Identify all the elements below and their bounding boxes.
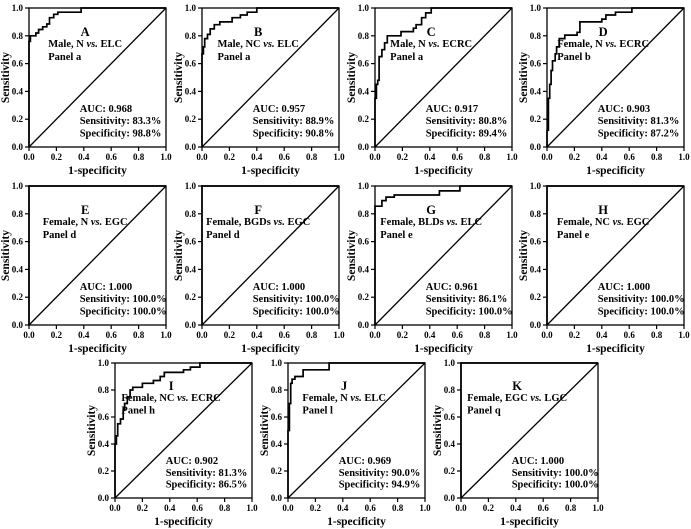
y-tick-label: 0.6: [97, 412, 109, 422]
y-tick-label: 0.2: [443, 466, 455, 476]
panel-letter: J: [341, 379, 348, 393]
y-axis-label: Sensitivity: [0, 51, 12, 104]
x-tick-label: 0.0: [369, 152, 381, 162]
panel-letter: A: [80, 24, 90, 39]
stat-line: AUC: 1.000: [79, 281, 133, 293]
y-tick-label: 0.0: [357, 320, 369, 330]
y-tick-label: 0.0: [184, 320, 196, 330]
x-axis-label: 1-specificity: [500, 516, 559, 528]
y-tick-label: 0.0: [443, 493, 455, 503]
y-axis-label: Sensitivity: [518, 51, 530, 104]
y-tick-label: 1.0: [11, 181, 23, 191]
x-tick-label: 0.2: [309, 503, 322, 513]
y-axis-label: Sensitivity: [259, 404, 271, 457]
y-tick-label: 0.8: [11, 208, 23, 219]
x-tick-label: 0.6: [537, 503, 549, 513]
x-tick-label: 0.8: [132, 330, 145, 340]
y-tick-label: 0.8: [184, 208, 196, 219]
panel-letter: I: [168, 379, 174, 393]
stat-line: Sensitivity: 100.0%: [79, 294, 167, 306]
x-tick-label: 0.8: [478, 330, 491, 340]
y-tick-label: 0.2: [11, 114, 23, 125]
x-tick-label: 1.0: [678, 330, 690, 340]
panel-C: [346, 0, 519, 178]
y-axis-label: Sensitivity: [0, 229, 12, 282]
x-tick-label: 0.0: [541, 330, 553, 340]
y-tick-label: 1.0: [97, 358, 109, 368]
y-tick-label: 1.0: [443, 358, 455, 368]
x-tick-label: 0.8: [564, 503, 577, 513]
y-tick-label: 0.4: [97, 439, 109, 449]
x-tick-label: 0.6: [105, 330, 117, 340]
y-tick-label: 0.2: [357, 292, 369, 303]
x-tick-label: 1.0: [333, 152, 345, 162]
y-axis-label: Sensitivity: [346, 229, 358, 282]
panel-sublabel: Panel q: [467, 405, 501, 417]
panel-sublabel: Panel b: [557, 52, 591, 64]
x-tick-label: 0.0: [282, 503, 294, 513]
x-tick-label: 0.8: [305, 152, 318, 162]
stat-line: Sensitivity: 100.0%: [252, 294, 340, 306]
x-tick-label: 0.6: [191, 503, 203, 513]
x-tick-label: 0.6: [451, 152, 463, 162]
x-axis-label: 1-specificity: [414, 165, 473, 177]
stat-line: Specificity: 100.0%: [252, 306, 340, 318]
y-tick-label: 0.4: [184, 264, 196, 275]
y-tick-label: 0.4: [270, 439, 282, 449]
panel-H: [518, 178, 691, 356]
x-tick-label: 0.6: [623, 330, 635, 340]
panel-E: [0, 178, 173, 356]
y-tick-label: 0.8: [357, 208, 369, 219]
y-tick-label: 0.0: [270, 493, 282, 503]
y-tick-label: 1.0: [270, 358, 282, 368]
x-tick-label: 1.0: [160, 330, 172, 340]
x-tick-label: 0.2: [50, 330, 63, 340]
x-axis-label: 1-specificity: [414, 343, 473, 355]
y-tick-label: 0.8: [11, 30, 23, 41]
y-tick-label: 0.2: [97, 466, 109, 476]
stat-line: AUC: 1.000: [597, 281, 651, 293]
panel-sublabel: Panel a: [217, 52, 251, 64]
panel-letter: B: [253, 24, 263, 39]
x-tick-label: 1.0: [506, 152, 518, 162]
panel-letter: F: [254, 202, 262, 217]
y-tick-label: 0.8: [270, 385, 282, 395]
stat-line: AUC: 0.957: [252, 103, 306, 115]
x-tick-label: 0.4: [424, 152, 436, 162]
y-tick-label: 0.4: [357, 86, 369, 97]
x-tick-label: 0.4: [251, 152, 263, 162]
x-tick-label: 1.0: [592, 503, 604, 513]
x-tick-label: 0.0: [196, 152, 208, 162]
panel-B: [173, 0, 346, 178]
group-label: Male, N vs. ELC: [48, 38, 123, 50]
panel-letter: H: [598, 202, 609, 217]
group-label: Female, BGDs vs. EGC: [206, 216, 311, 228]
group-label: Male, NC vs. ELC: [217, 38, 299, 50]
x-tick-label: 0.8: [218, 503, 231, 513]
y-tick-label: 0.6: [184, 236, 196, 247]
x-tick-label: 0.0: [23, 152, 35, 162]
y-tick-label: 0.6: [443, 412, 455, 422]
y-tick-label: 0.0: [97, 493, 109, 503]
stat-line: Specificity: 90.8%: [252, 128, 335, 140]
y-tick-label: 0.2: [184, 114, 196, 125]
y-tick-label: 0.6: [11, 58, 23, 69]
x-tick-label: 0.6: [623, 152, 635, 162]
x-tick-label: 1.0: [160, 152, 172, 162]
y-axis-label: Sensitivity: [173, 229, 185, 282]
x-tick-label: 0.8: [305, 330, 318, 340]
y-tick-label: 0.6: [357, 236, 369, 247]
y-tick-label: 0.2: [357, 114, 369, 125]
x-axis-label: 1-specificity: [68, 343, 127, 355]
x-axis-label: 1-specificity: [154, 516, 213, 528]
stat-line: Specificity: 100.0%: [597, 306, 685, 318]
y-axis-label: Sensitivity: [173, 51, 185, 104]
panel-sublabel: Panel e: [556, 230, 590, 242]
stat-line: Sensitivity: 90.0%: [338, 467, 421, 479]
stat-line: Sensitivity: 81.3%: [597, 116, 680, 128]
y-tick-label: 0.2: [529, 114, 541, 125]
x-tick-label: 0.4: [424, 330, 436, 340]
y-tick-label: 0.0: [184, 142, 196, 152]
stat-line: AUC: 0.917: [425, 103, 479, 115]
group-label: Female, BLDs vs. ELC: [380, 216, 483, 228]
panel-letter: D: [598, 24, 608, 39]
y-tick-label: 0.0: [529, 320, 541, 330]
x-tick-label: 0.8: [650, 330, 663, 340]
x-tick-label: 0.2: [136, 503, 149, 513]
x-tick-label: 0.8: [650, 152, 663, 162]
x-tick-label: 0.2: [223, 330, 236, 340]
x-axis-label: 1-specificity: [327, 516, 386, 528]
panel-letter: E: [80, 202, 90, 217]
y-axis-label: Sensitivity: [518, 229, 530, 282]
stat-line: Specificity: 100.0%: [425, 306, 513, 318]
panel-A: [0, 0, 173, 178]
x-tick-label: 0.0: [541, 152, 553, 162]
stat-line: AUC: 0.902: [165, 455, 219, 467]
x-tick-label: 0.6: [278, 330, 290, 340]
y-tick-label: 0.2: [184, 292, 196, 303]
stat-line: AUC: 0.961: [425, 281, 479, 293]
y-tick-label: 0.6: [11, 236, 23, 247]
x-tick-label: 0.0: [23, 330, 35, 340]
y-axis-label: Sensitivity: [432, 404, 444, 457]
x-tick-label: 0.4: [251, 330, 263, 340]
group-label: Female, EGC vs. LGC: [467, 392, 568, 404]
y-tick-label: 1.0: [184, 181, 196, 191]
panel-letter: G: [426, 202, 437, 217]
y-tick-label: 0.4: [357, 264, 369, 275]
x-tick-label: 0.0: [196, 330, 208, 340]
x-tick-label: 1.0: [246, 503, 258, 513]
x-axis-label: 1-specificity: [68, 165, 127, 177]
x-tick-label: 0.4: [510, 503, 522, 513]
stat-line: Specificity: 100.0%: [79, 306, 167, 318]
stat-line: Specificity: 98.8%: [79, 128, 162, 140]
y-tick-label: 0.4: [11, 264, 23, 275]
y-tick-label: 0.0: [357, 142, 369, 152]
panel-sublabel: Panel l: [302, 405, 333, 417]
stat-line: Specificity: 86.5%: [165, 479, 248, 491]
x-tick-label: 0.6: [278, 152, 290, 162]
stat-line: Sensitivity: 88.9%: [252, 116, 335, 128]
panel-I: [86, 355, 259, 529]
x-tick-label: 0.2: [568, 152, 581, 162]
x-tick-label: 0.0: [455, 503, 467, 513]
panel-sublabel: Panel a: [390, 52, 424, 64]
y-tick-label: 0.6: [529, 236, 541, 247]
y-tick-label: 0.0: [11, 320, 23, 330]
y-tick-label: 0.8: [529, 208, 541, 219]
y-tick-label: 0.2: [270, 466, 282, 476]
group-label: Female, NC vs. EGC: [556, 216, 650, 228]
panel-sublabel: Panel d: [42, 230, 77, 242]
x-tick-label: 0.2: [482, 503, 495, 513]
x-tick-label: 0.2: [396, 152, 409, 162]
y-tick-label: 0.8: [357, 30, 369, 41]
stat-line: AUC: 1.000: [252, 281, 306, 293]
y-tick-label: 0.8: [97, 385, 109, 395]
x-tick-label: 1.0: [419, 503, 431, 513]
x-tick-label: 0.0: [369, 330, 381, 340]
group-label: Female, N vs. EGC: [42, 216, 128, 228]
stat-line: Specificity: 100.0%: [511, 479, 599, 491]
y-tick-label: 1.0: [357, 181, 369, 191]
group-label: Female, NC vs. ECRC: [121, 392, 221, 404]
y-tick-label: 0.4: [11, 86, 23, 97]
stat-line: Specificity: 94.9%: [338, 479, 421, 491]
panel-F: [173, 178, 346, 356]
stat-line: Sensitivity: 81.3%: [165, 467, 248, 479]
panel-G: [346, 178, 519, 356]
panel-letter: C: [426, 24, 436, 39]
x-tick-label: 0.2: [50, 152, 63, 162]
stat-line: Sensitivity: 100.0%: [597, 294, 685, 306]
y-tick-label: 0.4: [529, 264, 541, 275]
y-tick-label: 1.0: [11, 3, 23, 13]
x-tick-label: 0.4: [78, 152, 90, 162]
stat-line: AUC: 0.969: [338, 455, 392, 467]
panel-sublabel: Panel e: [380, 230, 413, 242]
y-axis-label: Sensitivity: [86, 404, 98, 457]
x-axis-label: 1-specificity: [241, 165, 300, 177]
y-tick-label: 0.4: [443, 439, 455, 449]
x-tick-label: 1.0: [333, 330, 345, 340]
y-tick-label: 1.0: [529, 3, 541, 13]
x-tick-label: 0.4: [596, 330, 608, 340]
stat-line: AUC: 1.000: [511, 455, 565, 467]
panel-K: [432, 355, 605, 529]
y-tick-label: 0.6: [529, 58, 541, 69]
panel-D: [518, 0, 691, 178]
x-axis-label: 1-specificity: [586, 343, 645, 355]
x-tick-label: 0.6: [364, 503, 376, 513]
panel-sublabel: Panel d: [206, 230, 240, 242]
stat-line: Sensitivity: 100.0%: [511, 467, 599, 479]
y-tick-label: 1.0: [529, 181, 541, 191]
panel-J: [259, 355, 432, 529]
stat-line: Specificity: 87.2%: [597, 128, 680, 140]
y-tick-label: 0.0: [11, 142, 23, 152]
y-tick-label: 1.0: [184, 3, 196, 13]
y-tick-label: 0.2: [11, 292, 23, 303]
y-tick-label: 0.6: [184, 58, 196, 69]
y-axis-label: Sensitivity: [346, 51, 358, 104]
y-tick-label: 0.4: [184, 86, 196, 97]
y-tick-label: 0.6: [270, 412, 282, 422]
stat-line: AUC: 0.903: [597, 103, 651, 115]
x-tick-label: 0.6: [105, 152, 117, 162]
y-tick-label: 0.8: [184, 30, 196, 41]
group-label: Male, N vs. ECRC: [390, 38, 473, 50]
x-tick-label: 0.2: [223, 152, 236, 162]
x-axis-label: 1-specificity: [241, 343, 300, 355]
x-tick-label: 0.4: [164, 503, 176, 513]
y-tick-label: 0.8: [529, 30, 541, 41]
panel-sublabel: Panel a: [48, 52, 82, 64]
y-tick-label: 1.0: [357, 3, 369, 13]
x-tick-label: 0.4: [337, 503, 349, 513]
x-tick-label: 0.4: [596, 152, 608, 162]
y-tick-label: 0.8: [443, 385, 455, 395]
group-label: Female, N vs. ECRC: [557, 38, 650, 50]
y-tick-label: 0.0: [529, 142, 541, 152]
y-tick-label: 0.6: [357, 58, 369, 69]
y-tick-label: 0.4: [529, 86, 541, 97]
x-tick-label: 1.0: [678, 152, 690, 162]
stat-line: AUC: 0.968: [79, 103, 133, 115]
x-tick-label: 1.0: [506, 330, 518, 340]
stat-line: Sensitivity: 83.3%: [79, 116, 162, 128]
x-tick-label: 0.4: [78, 330, 90, 340]
x-tick-label: 0.8: [478, 152, 491, 162]
y-tick-label: 0.2: [529, 292, 541, 303]
panel-letter: K: [512, 379, 523, 393]
group-label: Female, N vs. ELC: [302, 392, 387, 404]
x-tick-label: 0.8: [391, 503, 404, 513]
x-tick-label: 0.8: [132, 152, 145, 162]
x-axis-label: 1-specificity: [586, 165, 645, 177]
x-tick-label: 0.0: [109, 503, 121, 513]
x-tick-label: 0.2: [568, 330, 581, 340]
stat-line: Sensitivity: 80.8%: [425, 116, 508, 128]
x-tick-label: 0.2: [396, 330, 409, 340]
x-tick-label: 0.6: [451, 330, 463, 340]
stat-line: Sensitivity: 86.1%: [425, 294, 508, 306]
stat-line: Specificity: 89.4%: [425, 128, 508, 140]
panel-sublabel: Panel h: [121, 405, 155, 417]
